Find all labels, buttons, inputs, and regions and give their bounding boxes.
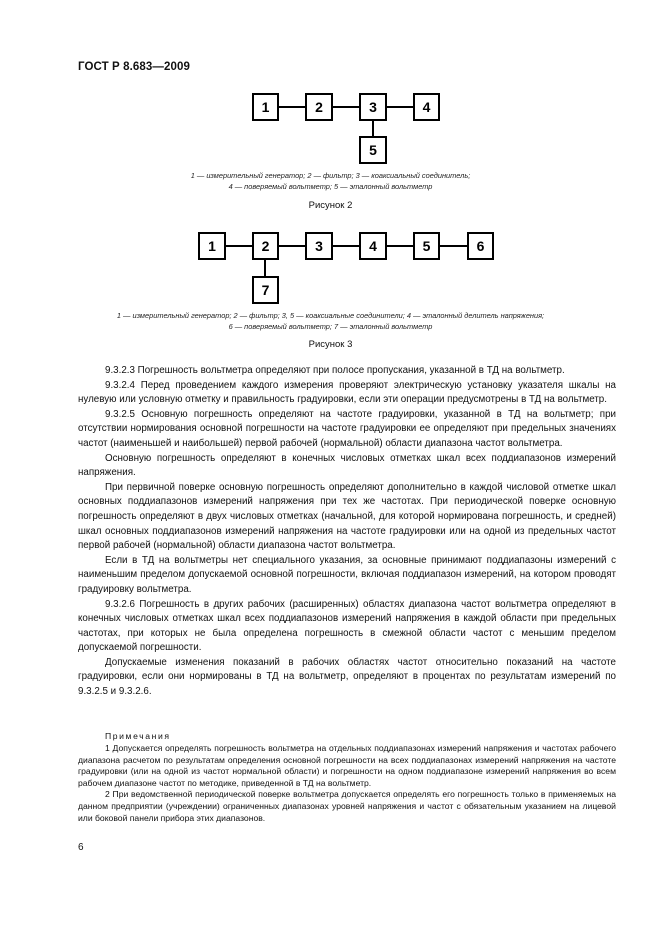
block-label: 5 <box>369 142 377 158</box>
block-label: 4 <box>422 99 431 115</box>
paragraph: 9.3.2.3 Погрешность вольтметра определяют при полосе пропускания, указанной в ТД на вольтметр. <box>105 365 565 376</box>
paragraph: Основную погрешность определяют в конечных числовых отметках шкал всех поддиапазонов измерений напряжения. <box>78 452 616 479</box>
block-label: 5 <box>422 238 431 254</box>
notes-heading: Примечания <box>105 731 171 741</box>
fig2-block-5 <box>360 137 386 163</box>
paragraph: 9.3.2.4 Перед проведением каждого измерения проверяют электрическую установку указателя шкалы на нулевую или условную отметку и правильность градуировки, если эти операции предусмотрены в ТД на вольтметр. <box>78 379 616 406</box>
page-number: 6 <box>78 842 84 853</box>
block-label: 7 <box>261 282 270 298</box>
note-item: 2 При ведомственной периодической поверке вольтметра допускается определять его погрешность только в применяемых на данном предприятии (учреждении) ограниченных диапазонах уровней напряжения и частот с обязательным указанием на лицевой или боковой панели прибора этих диапазонов. <box>78 789 616 823</box>
block-label: 2 <box>315 99 323 115</box>
block-label: 4 <box>369 238 377 254</box>
paragraph: 9.3.2.5 Основную погрешность определяют на частоте градуировки, указанной в ТД на вольтметр; при отсутствии нормирования основной погрешности на частоте градуировки ее определяют при предельных значениях частот (наименьшей и наибольшей) первой рабочей (нормальной) области диапазона частот вольтметра. <box>78 408 616 449</box>
fig3-block-6 <box>468 233 493 259</box>
fig3-block-3 <box>306 233 332 259</box>
block-label: 3 <box>369 99 377 115</box>
figure-2-caption-line-1: 1 — измерительный генератор; 2 — фильтр; 3 — коаксиальный соединитель; <box>190 171 471 180</box>
note-item: 1 Допускается определять погрешность вольтметра на отдельных поддиапазонах измерений напряжения и частотах рабочего диапазона расчетом по результатам определения основной погрешности на всех поддиапазонах измерений напряжения на частоте градуировки (или на одной из частот нормальной области) и погрешности на одном поддиапазоне измерений напряжения во всем рабочем диапазоне частот по методике, приведенной в ТД на вольтметр. <box>78 743 616 788</box>
figure-3-diagram <box>199 233 493 303</box>
block-label: 6 <box>476 238 485 254</box>
paragraph: Допускаемые изменения показаний в рабочих областях частот относительно показаний на частоте градуировки, если они нормированы в ТД на вольтметр, определяют в процентах по результатам измерений по 9.3.2.5 и 9.3.2.6. <box>78 656 616 698</box>
fig3-block-2 <box>253 233 278 259</box>
figure-2-caption-line-2: 4 — поверяемый вольтметр; 5 — эталонный вольтметр <box>228 182 433 191</box>
fig3-block-7 <box>253 277 278 303</box>
paragraph: Если в ТД на вольтметры нет специального указания, за основные принимают поддиапазоны измерений с наименьшим пределом допускаемой основной погрешности, включая поддиапазон измерений, на котором проводят градуировку вольтметра. <box>78 554 616 595</box>
block-label: 3 <box>315 238 323 254</box>
body-text <box>78 364 616 700</box>
fig2-block-2 <box>306 94 332 120</box>
paragraph: При первичной поверке основную погрешность определяют дополнительно в каждой числовой отметке шкал основных поддиапазонов измерений напряжения при тех же частотах. При периодической поверке основную погрешность определяют в двух числовых отметках (начальной, для которой нормирована погрешность, и средней) шкал основных поддиапазонов измерений напряжения на частоте градуировки или на одной из предельных частот первой рабочей (нормальной) области диапазона частот вольтметра. <box>78 481 616 552</box>
block-diagrams <box>0 0 661 340</box>
fig2-block-1 <box>253 94 278 120</box>
document-header: ГОСТ Р 8.683—2009 <box>78 61 190 73</box>
fig3-block-1 <box>199 233 225 259</box>
figure-2-diagram <box>253 94 439 163</box>
fig2-block-3 <box>360 94 386 120</box>
block-label: 1 <box>208 238 216 254</box>
notes-list <box>78 743 616 824</box>
fig3-block-5 <box>414 233 439 259</box>
figure-3-caption-line-1: 1 — измерительный генератор; 2 — фильтр; 3, 5 — коаксиальные соединители; 4 — эталонный делитель напряжения; <box>116 311 545 320</box>
paragraph: 9.3.2.6 Погрешность в других рабочих (расширенных) областях диапазона частот вольтметра определяют в конечных числовых отметках шкал всех поддиапазонов измерений напряжения в каждой области при предельных частотах, при которых не была определена погрешность в смежной области частот с меньшим пределом допускаемой погрешности. <box>78 598 616 654</box>
figure-3-caption-line-2: 6 — поверяемый вольтметр; 7 — эталонный вольтметр <box>228 322 433 331</box>
fig3-block-4 <box>360 233 386 259</box>
figure-2-title: Рисунок 2 <box>308 200 353 211</box>
fig2-block-4 <box>414 94 439 120</box>
block-label: 1 <box>261 99 270 115</box>
figure-3-title: Рисунок 3 <box>308 339 353 350</box>
block-label: 2 <box>261 238 270 254</box>
